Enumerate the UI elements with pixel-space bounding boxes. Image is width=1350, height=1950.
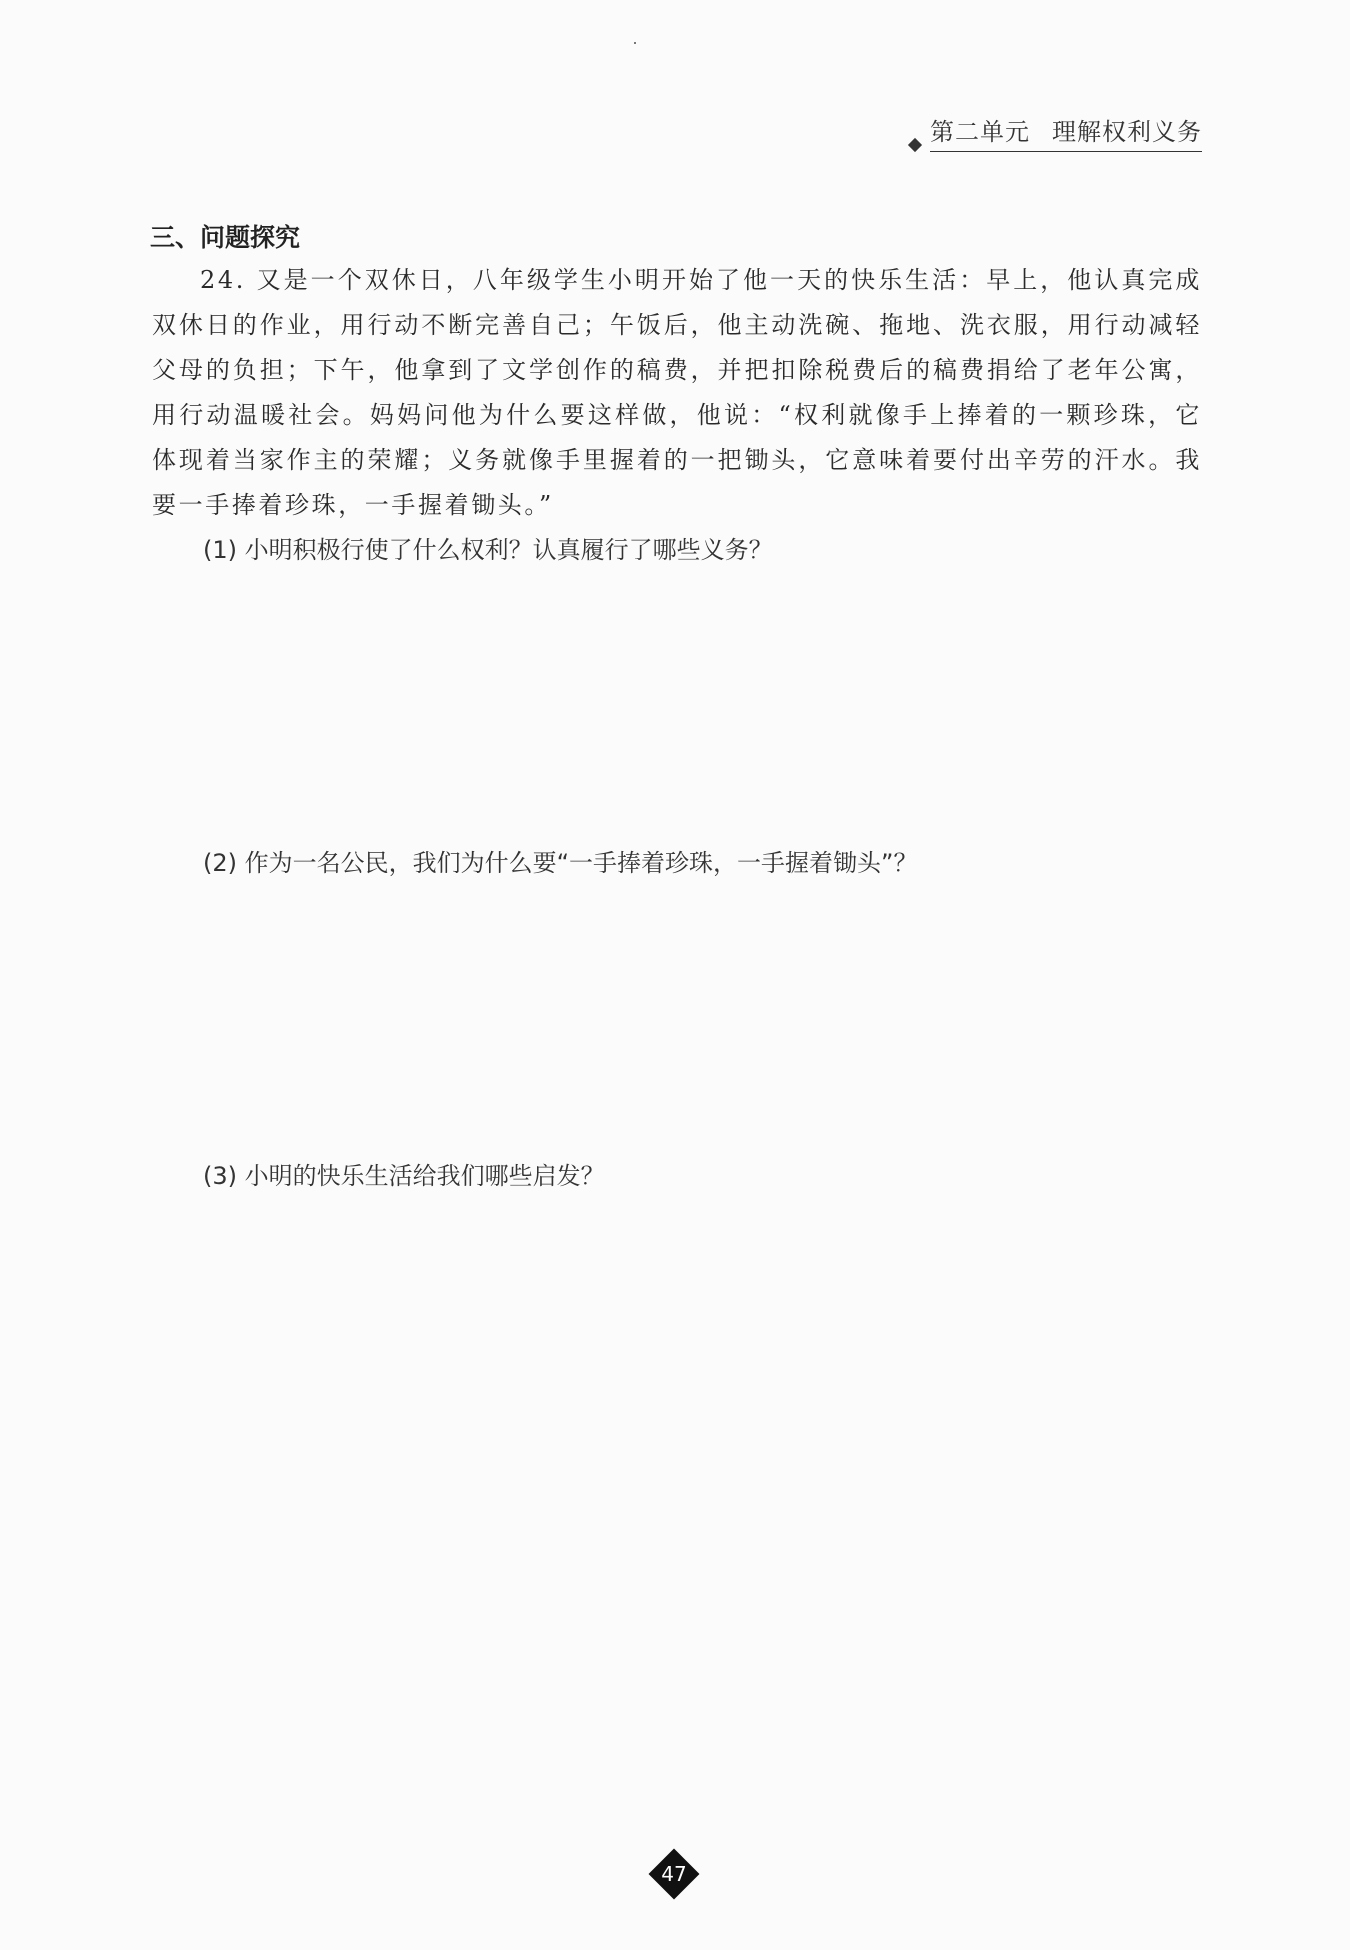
section-title: 三、问题探究 — [150, 223, 301, 252]
page-number: 47 — [661, 1862, 687, 1886]
question-1: (1) 小明积极行使了什么权利？认真履行了哪些义务？ — [203, 536, 773, 564]
header-unit: 第二单元 — [930, 118, 1030, 146]
question-3: (3) 小明的快乐生活给我们哪些启发？ — [203, 1162, 605, 1190]
running-header — [910, 112, 1202, 152]
diamond-bullet-icon — [908, 138, 922, 152]
page-number-badge — [648, 1848, 700, 1900]
question-2: (2) 作为一名公民，我们为什么要“一手捧着珍珠，一手握着锄头”？ — [203, 849, 918, 877]
scan-speck — [634, 42, 636, 44]
header-text — [930, 112, 1202, 152]
header-topic: 理解权利义务 — [1052, 118, 1202, 146]
problem-text: 24. 又是一个双休日，八年级学生小明开始了他一天的快乐生活：早上，他认真完成双休日的作业，用行动不断完善自己；午饭后，他主动洗碗、拖地、洗衣服，用行动减轻父母的负担；下午，他拿到了文学创作的稿费，并把扣除税费后的稿费捐给了老年公寓，用行动温暖社会。妈妈问他为什么要这样做，他说：“权利就像手上捧着的一颗珍珠，它体现着当家作主的荣耀；义务就像手里握着的一把锄头，它意味着要付出辛劳的汗水。我要一手捧着珍珠，一手握着锄头。” — [152, 266, 1202, 519]
